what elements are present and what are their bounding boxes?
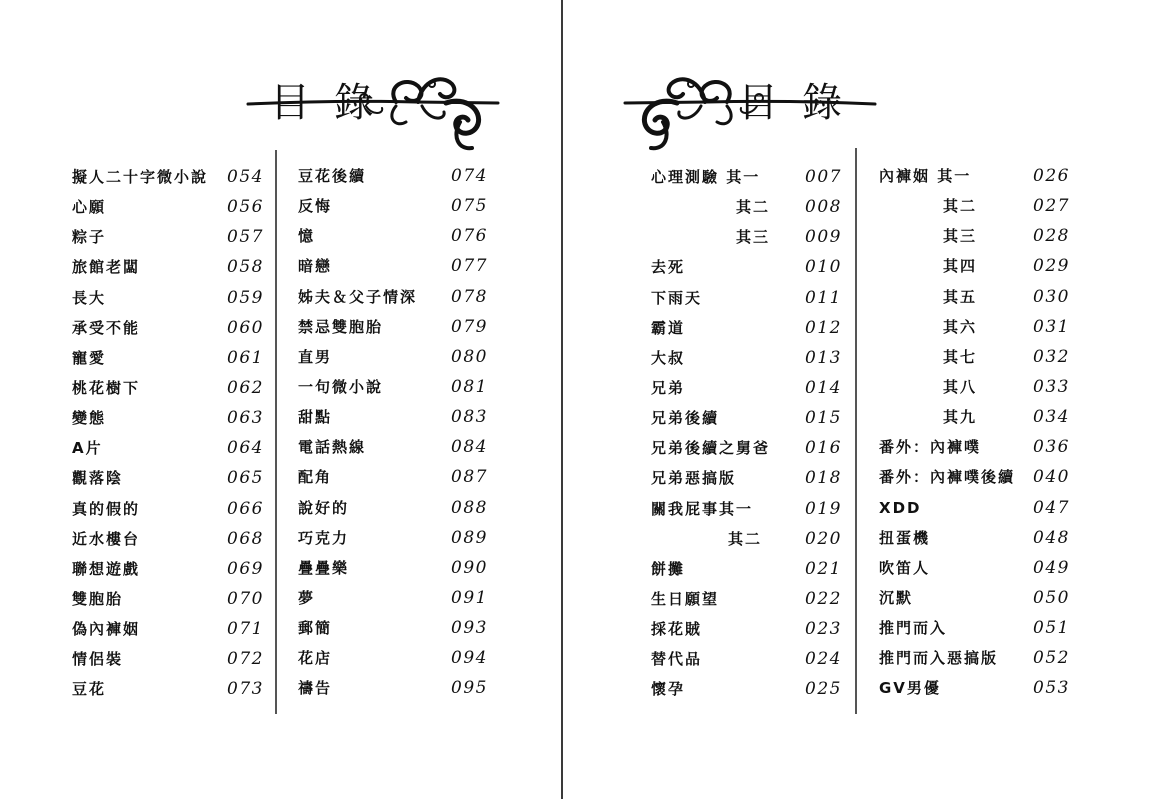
toc-entry-title: 其二 xyxy=(728,529,763,548)
toc-entry-page-number: 053 xyxy=(1033,678,1070,699)
toc-entry-title: 其二 xyxy=(943,197,978,216)
toc-entry-page-number: 057 xyxy=(227,227,264,248)
toc-entry xyxy=(298,432,488,462)
toc-entry-page-number: 072 xyxy=(227,649,264,670)
toc-entry-page-number: 093 xyxy=(451,618,488,639)
toc-entry xyxy=(651,373,842,403)
toc-entry-page-number: 087 xyxy=(451,467,488,488)
toc-entry-title: 大叔 xyxy=(651,348,686,367)
toc-entry xyxy=(651,524,842,554)
toc-entry-page-number: 016 xyxy=(805,438,842,459)
toc-entry-title: 粽子 xyxy=(72,228,107,247)
toc-entry-title: 其三 xyxy=(943,227,978,246)
toc-entry-title: 生日願望 xyxy=(651,589,720,608)
toc-entry xyxy=(651,403,842,433)
toc-entry-title: 承受不能 xyxy=(72,318,141,337)
toc-entry-page-number: 065 xyxy=(227,468,264,489)
toc-entry-page-number: 025 xyxy=(805,679,842,700)
flourish-swirl-icon xyxy=(625,79,875,148)
toc-entry-page-number: 013 xyxy=(805,347,842,368)
toc-entry-title: 一句微小說 xyxy=(298,377,384,396)
toc-entry xyxy=(651,463,842,493)
toc-entry-title: 其三 xyxy=(736,228,771,247)
toc-entry-title: 反悔 xyxy=(298,197,333,216)
toc-entry-title: 豆花後續 xyxy=(298,167,367,185)
toc-entry-title: GV男優 xyxy=(879,679,941,698)
toc-entry-page-number: 028 xyxy=(1033,226,1070,247)
toc-entry xyxy=(72,283,264,313)
toc-entry xyxy=(72,313,264,343)
toc-entry xyxy=(72,644,264,674)
toc-entry xyxy=(72,162,264,192)
toc-entry xyxy=(879,191,1070,221)
toc-entry-title: 雙胞胎 xyxy=(72,589,124,608)
toc-entry-page-number: 012 xyxy=(805,317,842,338)
toc-entry-page-number: 071 xyxy=(227,619,264,640)
toc-entry xyxy=(298,191,488,221)
toc-column xyxy=(879,161,1070,704)
toc-entry xyxy=(879,553,1070,583)
toc-entry-page-number: 063 xyxy=(227,408,264,429)
toc-entry xyxy=(879,372,1070,402)
toc-entry-title: 番外：內褲噗後續 xyxy=(879,468,1016,487)
toc-entry-page-number: 010 xyxy=(805,257,842,278)
toc-entry xyxy=(651,674,842,704)
toc-entry-page-number: 088 xyxy=(451,497,488,518)
toc-entry xyxy=(651,614,842,644)
toc-entry-page-number: 015 xyxy=(805,408,842,429)
toc-entry xyxy=(298,342,488,372)
toc-entry-title: 暗戀 xyxy=(298,257,333,276)
toc-entry-title: 兄弟後續 xyxy=(651,409,720,428)
toc-entry xyxy=(72,403,264,433)
toc-entry xyxy=(298,282,488,312)
toc-entry-page-number: 020 xyxy=(805,528,842,549)
toc-entry-title: 偽內褲姻 xyxy=(72,620,141,639)
toc-entry xyxy=(298,312,488,342)
toc-entry xyxy=(879,673,1070,703)
toc-entry-page-number: 081 xyxy=(451,376,488,397)
toc-entry-page-number: 040 xyxy=(1033,467,1070,488)
toc-entry xyxy=(72,252,264,282)
toc-entry xyxy=(879,613,1070,643)
toc-entry xyxy=(879,161,1070,191)
toc-column xyxy=(72,162,264,705)
toc-entry xyxy=(651,222,842,252)
toc-entry-title: 近水樓台 xyxy=(72,529,141,548)
toc-entry-page-number: 078 xyxy=(451,286,488,307)
toc-entry xyxy=(72,373,264,403)
toc-entry-title: 情侶裝 xyxy=(72,650,124,669)
toc-entry-title: 其五 xyxy=(943,287,978,306)
toc-entry xyxy=(72,584,264,614)
toc-entry-title: 禱告 xyxy=(298,679,333,698)
toc-entry-title: 沉默 xyxy=(879,588,914,607)
toc-entry-title: 寵愛 xyxy=(72,348,107,367)
toc-entry-title: 其九 xyxy=(943,408,978,427)
toc-entry xyxy=(298,583,488,613)
toc-entry-page-number: 069 xyxy=(227,558,264,579)
toc-entry-title: 其七 xyxy=(943,347,978,366)
toc-entry-page-number: 014 xyxy=(805,377,842,398)
toc-entry-page-number: 008 xyxy=(805,197,842,218)
toc-entry xyxy=(879,402,1070,432)
toc-entry xyxy=(879,282,1070,312)
toc-entry xyxy=(651,313,842,343)
toc-entry-page-number: 084 xyxy=(451,437,488,458)
toc-entry-page-number: 021 xyxy=(805,558,842,579)
flourish-ornament-right xyxy=(622,66,877,158)
toc-entry xyxy=(72,433,264,463)
toc-entry-page-number: 018 xyxy=(805,468,842,489)
toc-entry-title: 疊疊樂 xyxy=(298,558,350,577)
toc-entry xyxy=(651,433,842,463)
toc-entry xyxy=(72,524,264,554)
toc-entry-page-number: 068 xyxy=(227,528,264,549)
toc-entry xyxy=(651,554,842,584)
toc-entry-page-number: 061 xyxy=(227,347,264,368)
toc-entry-page-number: 031 xyxy=(1033,316,1070,337)
toc-entry-page-number: 047 xyxy=(1033,497,1070,518)
toc-entry xyxy=(72,343,264,373)
toc-entry xyxy=(879,493,1070,523)
toc-entry-page-number: 074 xyxy=(451,166,488,186)
toc-entry-page-number: 032 xyxy=(1033,346,1070,367)
flourish-ornament-left xyxy=(246,66,501,158)
toc-entry xyxy=(72,554,264,584)
toc-entry-title: 心理測驗 其一 xyxy=(651,168,761,186)
toc-entry-title: 心願 xyxy=(72,198,107,217)
toc-entry-page-number: 090 xyxy=(451,557,488,578)
toc-entry-title: 霸道 xyxy=(651,318,686,337)
toc-entry xyxy=(72,463,264,493)
toc-entry-title: XDD xyxy=(879,498,922,517)
toc-entry-title: 其八 xyxy=(943,377,978,396)
toc-entry xyxy=(651,494,842,524)
toc-entry-title: 直男 xyxy=(298,347,333,366)
toc-entry xyxy=(298,493,488,523)
toc-entry-page-number: 077 xyxy=(451,256,488,277)
toc-entry-page-number: 029 xyxy=(1033,256,1070,277)
toc-entry-title: 花店 xyxy=(298,649,333,668)
toc-entry-title: 兄弟惡搞版 xyxy=(651,469,737,488)
toc-entry xyxy=(879,312,1070,342)
toc-entry-page-number: 051 xyxy=(1033,618,1070,639)
toc-entry-page-number: 062 xyxy=(227,377,264,398)
toc-entry xyxy=(879,643,1070,673)
toc-entry xyxy=(651,343,842,373)
toc-entry-page-number: 011 xyxy=(805,287,842,308)
toc-entry-title: 兄弟 xyxy=(651,378,686,397)
toc-entry-page-number: 054 xyxy=(227,167,264,187)
toc-entry-title: A片 xyxy=(72,439,103,458)
toc-entry-title: 夢 xyxy=(298,588,316,607)
toc-entry xyxy=(879,342,1070,372)
toc-entry-page-number: 050 xyxy=(1033,587,1070,608)
toc-column xyxy=(651,162,842,705)
toc-entry xyxy=(879,251,1070,281)
toc-entry-page-number: 024 xyxy=(805,649,842,670)
toc-entry-page-number: 094 xyxy=(451,648,488,669)
toc-entry-title: 下雨天 xyxy=(651,288,703,307)
toc-entry-title: 其四 xyxy=(943,257,978,276)
toc-entry-page-number: 048 xyxy=(1033,527,1070,548)
column-divider-left xyxy=(275,150,277,714)
toc-entry-title: 兄弟後續之舅爸 xyxy=(651,439,771,458)
toc-entry xyxy=(298,553,488,583)
toc-entry xyxy=(879,583,1070,613)
toc-entry-page-number: 009 xyxy=(805,227,842,248)
toc-entry-page-number: 059 xyxy=(227,287,264,308)
toc-entry-page-number: 079 xyxy=(451,316,488,337)
toc-entry-title: 內褲姻 其一 xyxy=(879,167,972,185)
toc-entry-title: 番外：內褲噗 xyxy=(879,438,982,457)
toc-entry-page-number: 083 xyxy=(451,407,488,428)
toc-entry xyxy=(651,162,842,192)
toc-entry-page-number: 060 xyxy=(227,317,264,338)
right-page-title: 目錄 xyxy=(738,79,866,126)
toc-entry-page-number: 052 xyxy=(1033,648,1070,669)
toc-entry-page-number: 076 xyxy=(451,226,488,247)
toc-entry-title: 擬人二十字微小說 xyxy=(72,168,209,186)
toc-entry-title: 採花賊 xyxy=(651,620,703,639)
toc-entry-title: 豆花 xyxy=(72,680,107,699)
toc-entry-title: 懷孕 xyxy=(651,680,686,699)
left-page-title: 目錄 xyxy=(270,79,398,126)
toc-entry-page-number: 066 xyxy=(227,498,264,519)
toc-entry-page-number: 089 xyxy=(451,527,488,548)
toc-entry-title: 關我屁事其一 xyxy=(651,499,754,518)
toc-entry-title: 扭蛋機 xyxy=(879,528,931,547)
toc-entry-page-number: 027 xyxy=(1033,196,1070,217)
toc-entry-page-number: 080 xyxy=(451,346,488,367)
toc-entry-title: 去死 xyxy=(651,258,686,277)
toc-entry-title: 真的假的 xyxy=(72,499,141,518)
toc-entry-title: 推門而入惡搞版 xyxy=(879,649,999,668)
toc-entry-title: 郵簡 xyxy=(298,619,333,638)
toc-entry xyxy=(298,673,488,703)
toc-entry xyxy=(72,674,264,704)
toc-entry xyxy=(298,161,488,191)
toc-entry xyxy=(651,644,842,674)
toc-entry-title: 觀落陰 xyxy=(72,469,124,488)
toc-entry-title: 推門而入 xyxy=(879,619,948,638)
toc-entry-page-number: 030 xyxy=(1033,286,1070,307)
toc-entry-page-number: 070 xyxy=(227,588,264,609)
toc-entry xyxy=(72,494,264,524)
toc-entry-page-number: 036 xyxy=(1033,437,1070,458)
toc-entry-title: 旅館老闆 xyxy=(72,258,141,277)
toc-entry-title: 其二 xyxy=(736,198,771,217)
toc-entry-page-number: 019 xyxy=(805,498,842,519)
toc-entry-title: 其六 xyxy=(943,317,978,336)
toc-entry xyxy=(879,462,1070,492)
toc-entry-page-number: 064 xyxy=(227,438,264,459)
toc-entry xyxy=(72,192,264,222)
toc-entry xyxy=(72,222,264,252)
toc-entry-page-number: 007 xyxy=(805,167,842,187)
toc-entry-title: 桃花樹下 xyxy=(72,378,141,397)
toc-entry xyxy=(298,251,488,281)
toc-entry-title: 禁忌雙胞胎 xyxy=(298,317,384,336)
toc-entry-page-number: 075 xyxy=(451,196,488,217)
toc-entry-page-number: 095 xyxy=(451,678,488,699)
toc-entry-title: 憶 xyxy=(298,227,316,246)
toc-entry-page-number: 023 xyxy=(805,619,842,640)
toc-entry xyxy=(298,523,488,553)
toc-entry-page-number: 022 xyxy=(805,588,842,609)
toc-entry xyxy=(298,402,488,432)
toc-entry xyxy=(651,283,842,313)
toc-entry xyxy=(879,221,1070,251)
toc-entry xyxy=(879,523,1070,553)
flourish-swirl-icon xyxy=(248,79,498,148)
toc-entry-title: 姊夫＆父子情深 xyxy=(298,287,418,306)
toc-entry xyxy=(879,432,1070,462)
toc-entry-page-number: 056 xyxy=(227,197,264,218)
toc-entry xyxy=(298,462,488,492)
toc-entry-title: 變態 xyxy=(72,409,107,428)
toc-entry xyxy=(298,613,488,643)
toc-entry-page-number: 033 xyxy=(1033,376,1070,397)
toc-entry-page-number: 049 xyxy=(1033,557,1070,578)
toc-entry xyxy=(651,252,842,282)
toc-entry-title: 甜點 xyxy=(298,408,333,427)
toc-entry xyxy=(651,192,842,222)
toc-entry xyxy=(651,584,842,614)
toc-entry-page-number: 091 xyxy=(451,587,488,608)
toc-entry xyxy=(298,372,488,402)
toc-column xyxy=(298,161,488,704)
toc-entry-title: 吹笛人 xyxy=(879,558,931,577)
toc-entry xyxy=(72,614,264,644)
toc-entry-title: 配角 xyxy=(298,468,333,487)
toc-entry-page-number: 058 xyxy=(227,257,264,278)
toc-entry-title: 電話熱線 xyxy=(298,438,367,457)
toc-entry-title: 巧克力 xyxy=(298,528,350,547)
toc-entry-title: 說好的 xyxy=(298,498,350,517)
toc-entry-title: 替代品 xyxy=(651,650,703,669)
toc-entry-title: 聯想遊戲 xyxy=(72,559,141,578)
toc-entry xyxy=(298,643,488,673)
toc-entry-page-number: 034 xyxy=(1033,407,1070,428)
toc-entry-page-number: 026 xyxy=(1033,166,1070,186)
toc-entry-title: 餅攤 xyxy=(651,559,686,578)
toc-entry-title: 長大 xyxy=(72,288,107,307)
toc-entry xyxy=(298,221,488,251)
toc-entry-page-number: 073 xyxy=(227,679,264,700)
column-divider-right xyxy=(855,148,857,714)
